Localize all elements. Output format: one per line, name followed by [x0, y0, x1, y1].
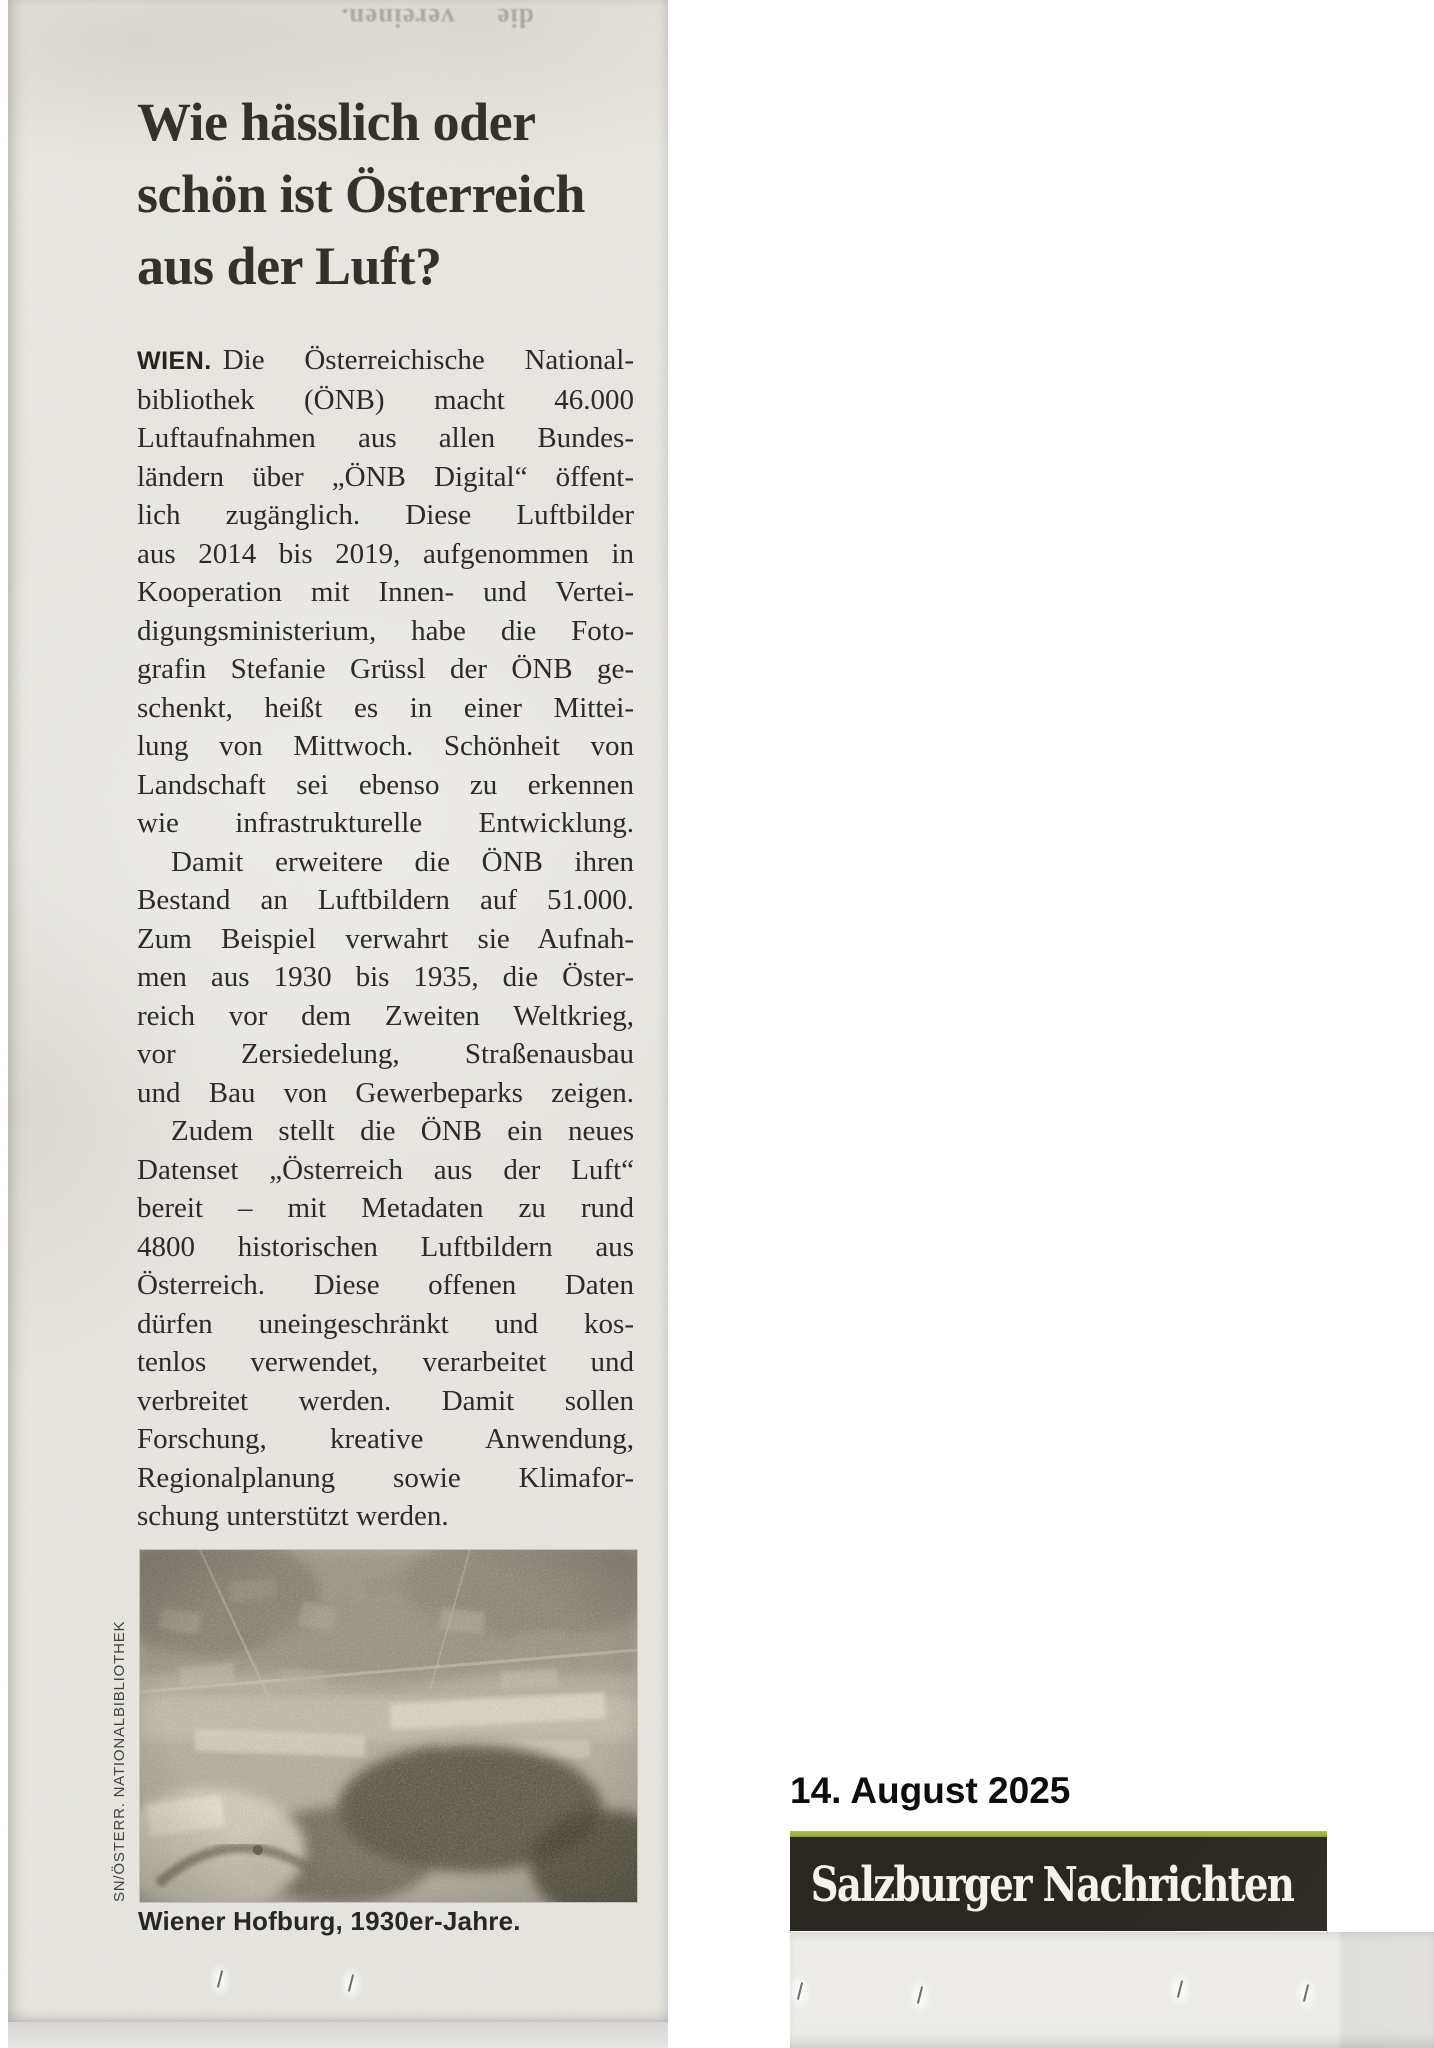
newspaper-logo — [790, 1831, 1327, 1931]
issue-date: 14. August 2025 — [790, 1770, 1071, 1811]
article-body — [137, 341, 634, 1536]
article-line: digungsministerium, habe die Foto- — [137, 614, 634, 647]
article-line: Regionalplanung sowie Klimafor- — [137, 1461, 634, 1494]
crease-mark — [1298, 1980, 1314, 2008]
article-line: schung unterstützt werden. — [137, 1500, 449, 1532]
article-line: Kooperation mit Innen- und Vertei- — [137, 576, 634, 608]
article-lead-in: WIEN. — [137, 347, 212, 375]
headline-line: aus der Luft? — [137, 236, 442, 296]
article-line: Zum Beispiel verwahrt sie Aufnah- — [137, 922, 634, 955]
article-line: lich zugänglich. Diese Luftbilder — [137, 499, 634, 531]
article-line: verbreitet werden. Damit sollen — [137, 1384, 634, 1417]
article-line: bibliothek (ÖNB) macht 46.000 — [137, 383, 634, 416]
article-line: Bestand an Luftbildern auf 51.000. — [137, 884, 634, 916]
article-headline — [137, 86, 647, 302]
scan-shadow — [8, 2022, 668, 2048]
print-through-text: die vereinen. — [340, 3, 534, 33]
article-line: Luftaufnahmen aus allen Bundes- — [137, 422, 634, 454]
article-line: Österreich. Diese offenen Daten — [137, 1269, 634, 1301]
article-line: reich vor dem Zweiten Weltkrieg, — [137, 999, 634, 1032]
article-line: Damit erweitere die ÖNB ihren — [171, 845, 634, 878]
article-line: wie infrastrukturelle Entwicklung. — [137, 807, 634, 839]
article-line: schenkt, heißt es in einer Mittei- — [137, 691, 634, 724]
paper-strip — [790, 1932, 1434, 2048]
crease-mark — [343, 1970, 359, 1998]
article-line: vor Zersiedelung, Straßenausbau — [137, 1038, 634, 1070]
crease-mark — [212, 1966, 228, 1994]
article-line: lung von Mittwoch. Schönheit von — [137, 730, 634, 762]
article-line: bereit – mit Metadaten zu rund — [137, 1192, 634, 1224]
article-line: men aus 1930 bis 1935, die Öster- — [137, 961, 634, 993]
article-line: grafin Stefanie Grüssl der ÖNB ge- — [137, 653, 634, 685]
headline-line: schön ist Österreich — [137, 164, 585, 224]
article-line: Zudem stellt die ÖNB ein neues — [171, 1115, 634, 1147]
article-line — [137, 341, 634, 381]
photo-credit: SN/ÖSTERR. NATIONALBIBLIOTHEK — [111, 1620, 128, 1902]
article-line: ländern über „ÖNB Digital“ öffent- — [137, 460, 634, 493]
logo-bar — [790, 1837, 1327, 1931]
article-line: aus 2014 bis 2019, aufgenommen in — [137, 537, 634, 570]
article-line: Datenset „Österreich aus der Luft“ — [137, 1153, 634, 1186]
logo-wordmark: Salzburger Nachrichten — [810, 1856, 1294, 1912]
aerial-photo-wiener-hofburg — [140, 1550, 637, 1902]
article-line: dürfen uneingeschränkt und kos- — [137, 1307, 634, 1340]
article-line-text: Die Österreichische National- — [222, 344, 634, 376]
article-line: tenlos verwendet, verarbeitet und — [137, 1346, 634, 1378]
photo-caption: Wiener Hofburg, 1930er-Jahre. — [138, 1906, 521, 1936]
crease-mark — [792, 1978, 808, 2006]
article-line: 4800 historischen Luftbildern aus — [137, 1230, 634, 1263]
newspaper-clipping — [8, 0, 668, 2022]
headline-line: Wie hässlich oder — [137, 92, 536, 152]
article-line: Forschung, kreative Anwendung, — [137, 1423, 634, 1455]
article-line: Landschaft sei ebenso zu erkennen — [137, 768, 634, 801]
article-line: und Bau von Gewerbeparks zeigen. — [137, 1076, 634, 1109]
crease-mark — [1172, 1976, 1188, 2004]
crease-mark — [912, 1982, 928, 2010]
